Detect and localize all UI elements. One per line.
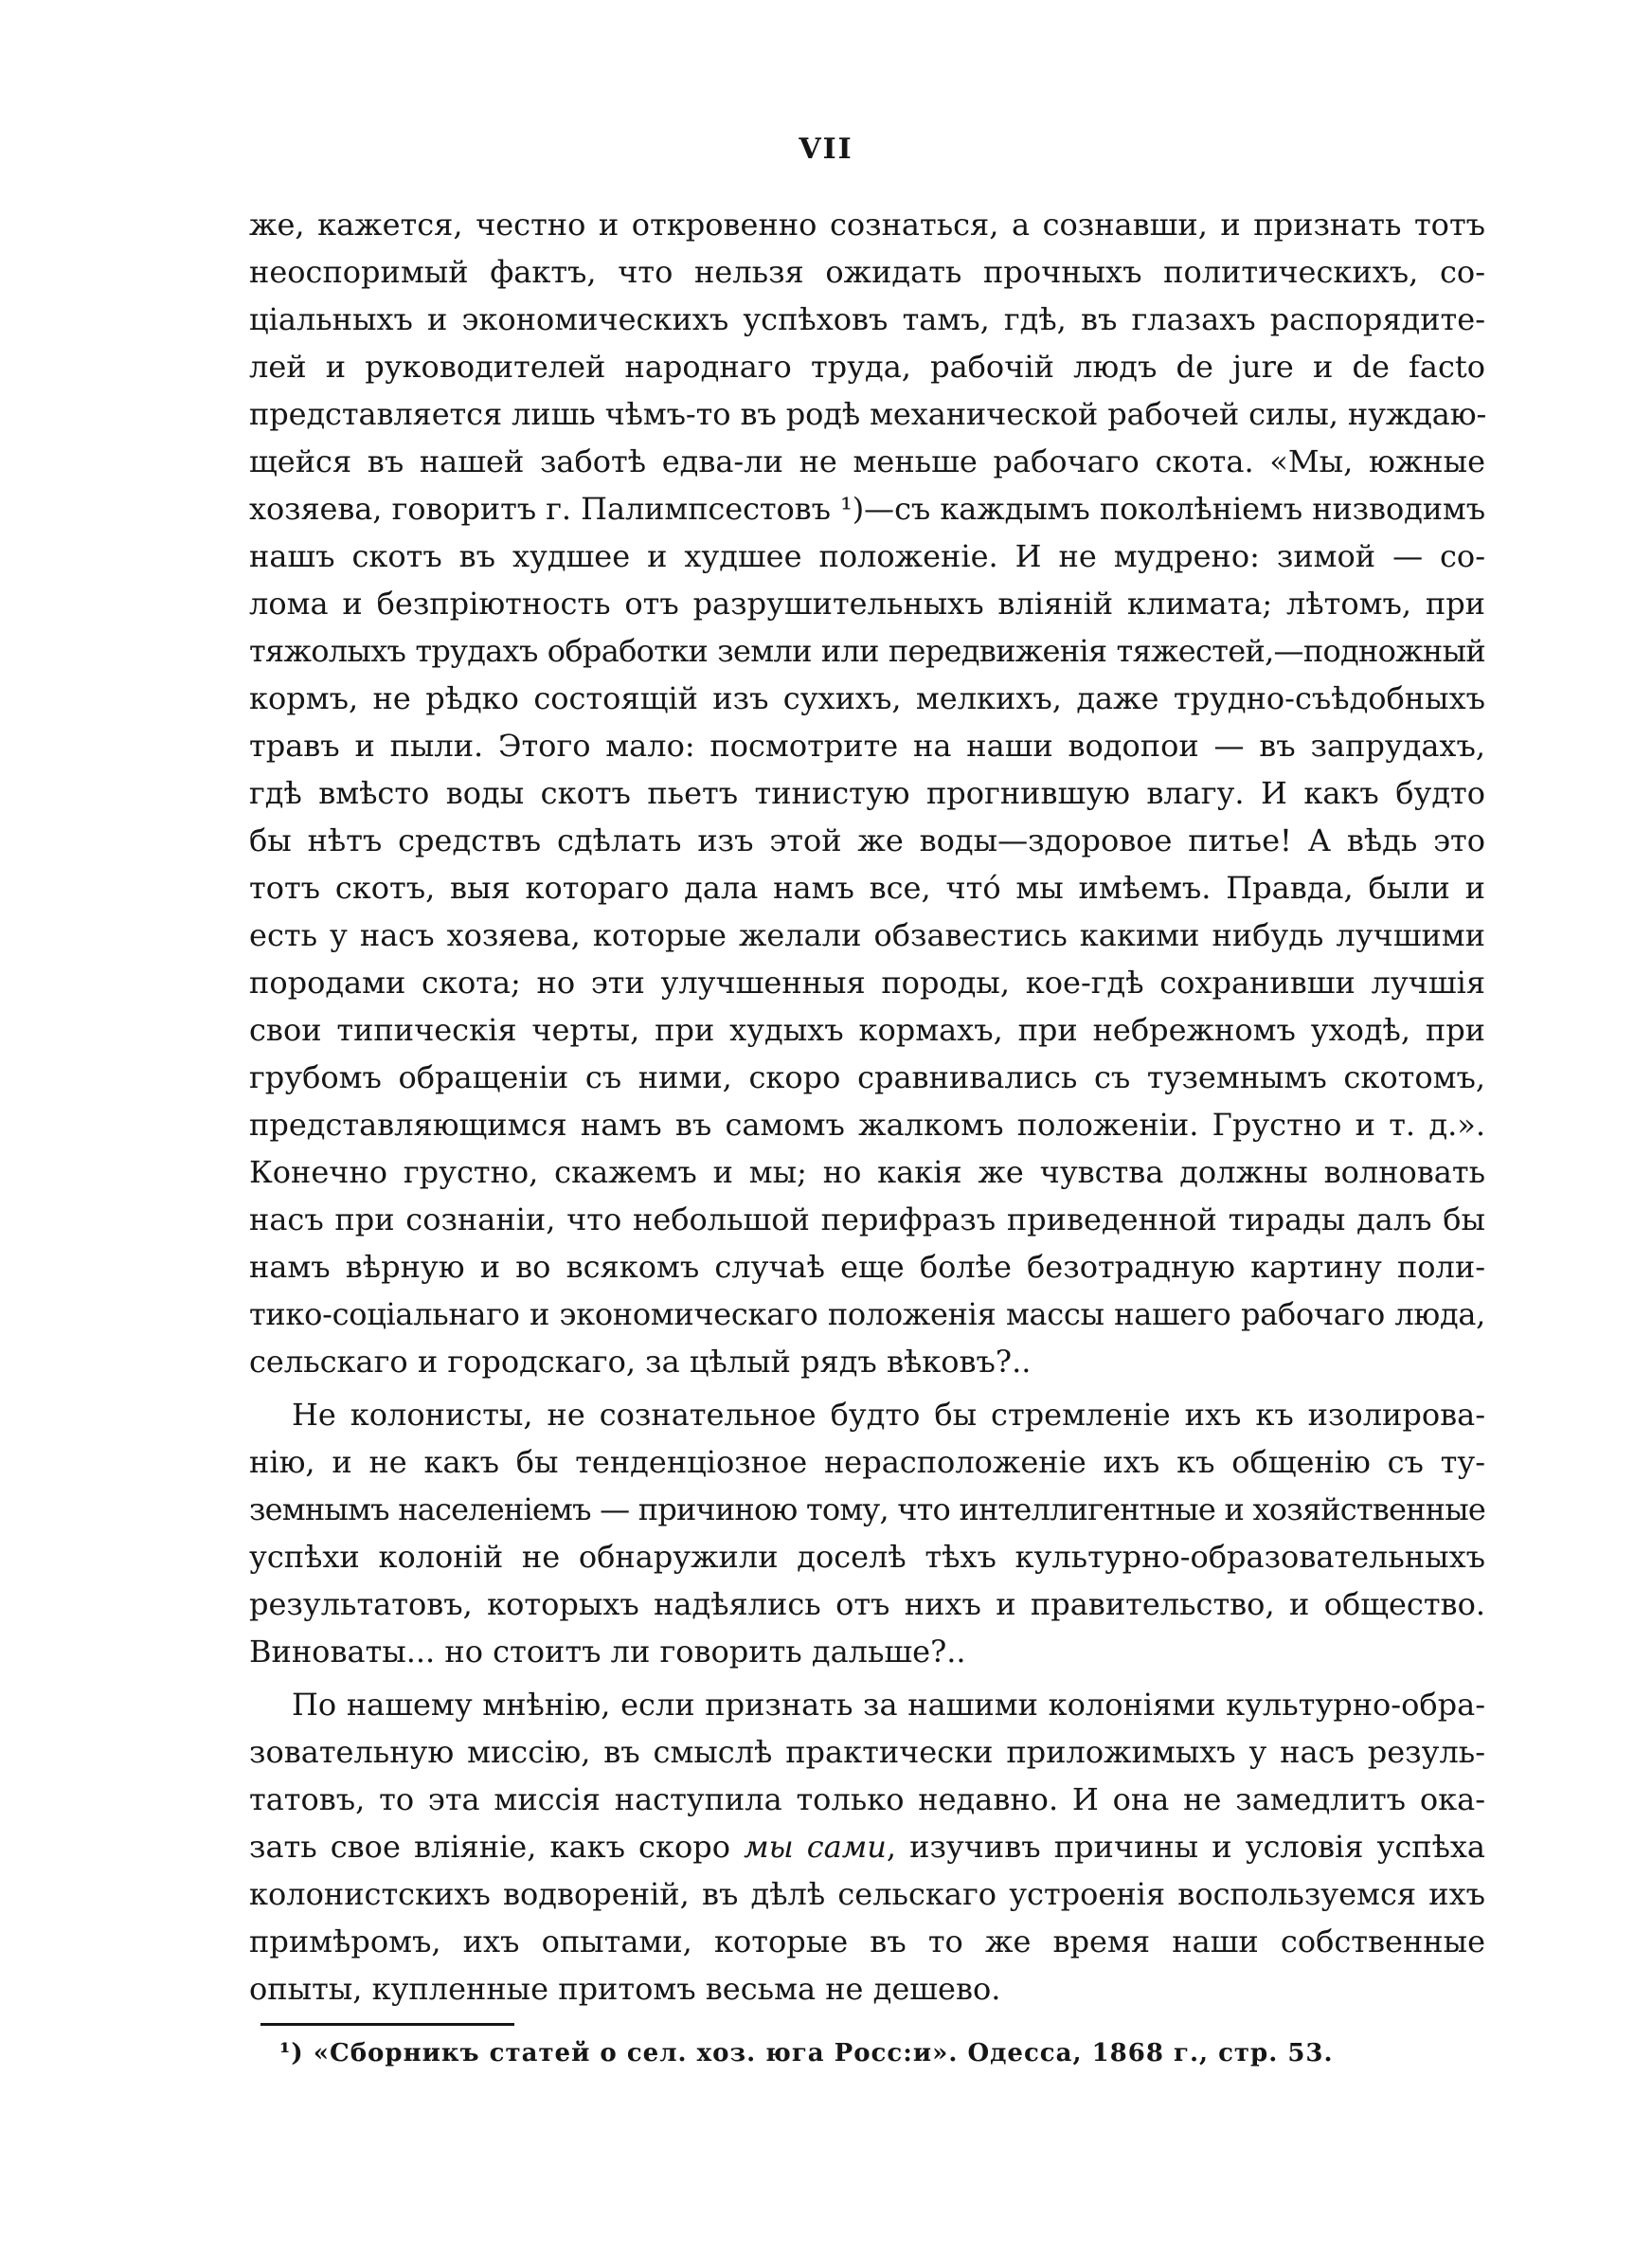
text-line: земнымъ населеніемъ — причиною тому, что интеллигентные и хозяйственные (249, 1491, 1485, 1527)
text-run: , изучивъ причины и условія успѣха (886, 1829, 1486, 1865)
text-line: представляется лишь чѣмъ-то въ родѣ механической рабочей силы, нуждаю- (249, 396, 1487, 432)
text-line: нію, и не какъ бы тенденціозное нерасположеніе ихъ къ общенію съ ту- (249, 1444, 1485, 1480)
text-line: свои типическія черты, при худыхъ кормахъ, при небрежномъ уходѣ, при (249, 1012, 1485, 1048)
paragraph (249, 1681, 1485, 2013)
text-line: хозяева, говоритъ г. Палимпсестовъ ¹)—съ каждымъ поколѣніемъ низводимъ (249, 491, 1485, 527)
text-line: лей и руководителей народнаго труда, рабочій людъ de jure и de facto (249, 349, 1485, 385)
text-line: бы нѣтъ средствъ сдѣлать изъ этой же воды—здоровое питье! А вѣдь это (249, 822, 1485, 858)
text-line: ціальныхъ и экономическихъ успѣховъ тамъ, гдѣ, въ глазахъ распорядите- (249, 301, 1485, 337)
text-run: зать свое вліяніе, какъ скоро (249, 1829, 745, 1865)
text-line: же, кажется, честно и откровенно сознаться, а сознавши, и признать тотъ (249, 207, 1485, 243)
text-line: кормъ, не рѣдко состоящій изъ сухихъ, мелкихъ, даже трудно-съѣдобныхъ (249, 680, 1485, 716)
text-line: неоспоримый фактъ, что нельзя ожидать прочныхъ политическихъ, со- (249, 254, 1485, 290)
footnote-marker: ¹) (279, 2039, 304, 2067)
text-line: грубомъ обращеніи съ ними, скоро сравнивались съ туземнымъ скотомъ, (249, 1059, 1485, 1095)
footnote-text: «Сборникъ статей о сел. хоз. юга Росс:и». Одесса, 1868 г., стр. 53. (313, 2039, 1334, 2067)
text-line: представляющимся намъ въ самомъ жалкомъ положеніи. Грустно и т. д.». (249, 1107, 1485, 1143)
text-line: гдѣ вмѣсто воды скотъ пьетъ тинистую прогнившую влагу. И какъ будто (249, 775, 1485, 811)
paragraph (249, 1391, 1485, 1675)
text-line: намъ вѣрную и во всякомъ случаѣ еще болѣе безотрадную картину поли- (249, 1249, 1485, 1285)
footnote-divider (260, 2023, 514, 2026)
text-line: Виноваты... но стоитъ ли говорить дальше?.. (249, 1634, 966, 1670)
text-line: успѣхи колоній не обнаружили доселѣ тѣхъ культурно-образовательныхъ (249, 1539, 1485, 1575)
text-line: породами скота; но эти улучшенныя породы, кое-гдѣ сохранивши лучшія (249, 965, 1485, 1001)
text-line: лома и безпріютность отъ разрушительныхъ вліяній климата; лѣтомъ, при (249, 586, 1485, 622)
text-line: нашъ скотъ въ худшее и худшее положеніе. И не мудрено: зимой — со- (249, 538, 1485, 574)
body-text (249, 201, 1485, 2013)
text-line: результатовъ, которыхъ надѣялись отъ нихъ и правительство, и общество. (249, 1586, 1485, 1622)
paragraph (249, 201, 1485, 1385)
text-line: примѣромъ, ихъ опытами, которые въ то же время наши собственные (249, 1923, 1485, 1959)
text-line: Конечно грустно, скажемъ и мы; но какія же чувства должны волновать (249, 1154, 1485, 1190)
text-line: тяжолыхъ трудахъ обработки земли или передвиженія тяжестей,—подножный (249, 633, 1485, 669)
text-line: тотъ скотъ, выя котораго дала намъ все, что́ мы имѣемъ. Правда, были и (249, 870, 1485, 906)
text-line: тико-соціальнаго и экономическаго положенія массы нашего рабочаго люда, (249, 1296, 1485, 1332)
text-line: татовъ, то эта миссія наступила только недавно. И она не замедлитъ ока- (249, 1781, 1485, 1817)
italic-emphasis: мы сами (744, 1829, 887, 1865)
text-line: щейся въ нашей заботѣ едва-ли не меньше рабочаго скота. «Мы, южные (249, 443, 1485, 479)
page-number: VII (799, 133, 853, 166)
text-line: зовательную миссію, въ смыслѣ практически приложимыхъ у насъ резуль- (249, 1734, 1485, 1770)
footnote (279, 2039, 1334, 2067)
text-line: колонистскихъ водвореній, въ дѣлѣ сельскаго устроенія воспользуемся ихъ (249, 1876, 1485, 1912)
text-line: опыты, купленные притомъ весьма не дешево. (249, 1971, 1001, 2007)
text-line: Не колонисты, не сознательное будто бы стремленіе ихъ къ изолирова- (292, 1397, 1485, 1433)
text-line: По нашему мнѣнію, если признать за нашими колоніями культурно-обра- (292, 1687, 1485, 1723)
text-line: есть у насъ хозяева, которые желали обзавестись какими нибудь лучшими (249, 917, 1485, 953)
text-line: травъ и пыли. Этого мало: посмотрите на наши водопои — въ запрудахъ, (249, 728, 1485, 764)
text-line (249, 1823, 1485, 1870)
text-line: насъ при сознаніи, что небольшой перифразъ приведенной тирады далъ бы (249, 1201, 1485, 1237)
text-line: сельскаго и городскаго, за цѣлый рядъ вѣковъ?.. (249, 1344, 1032, 1380)
